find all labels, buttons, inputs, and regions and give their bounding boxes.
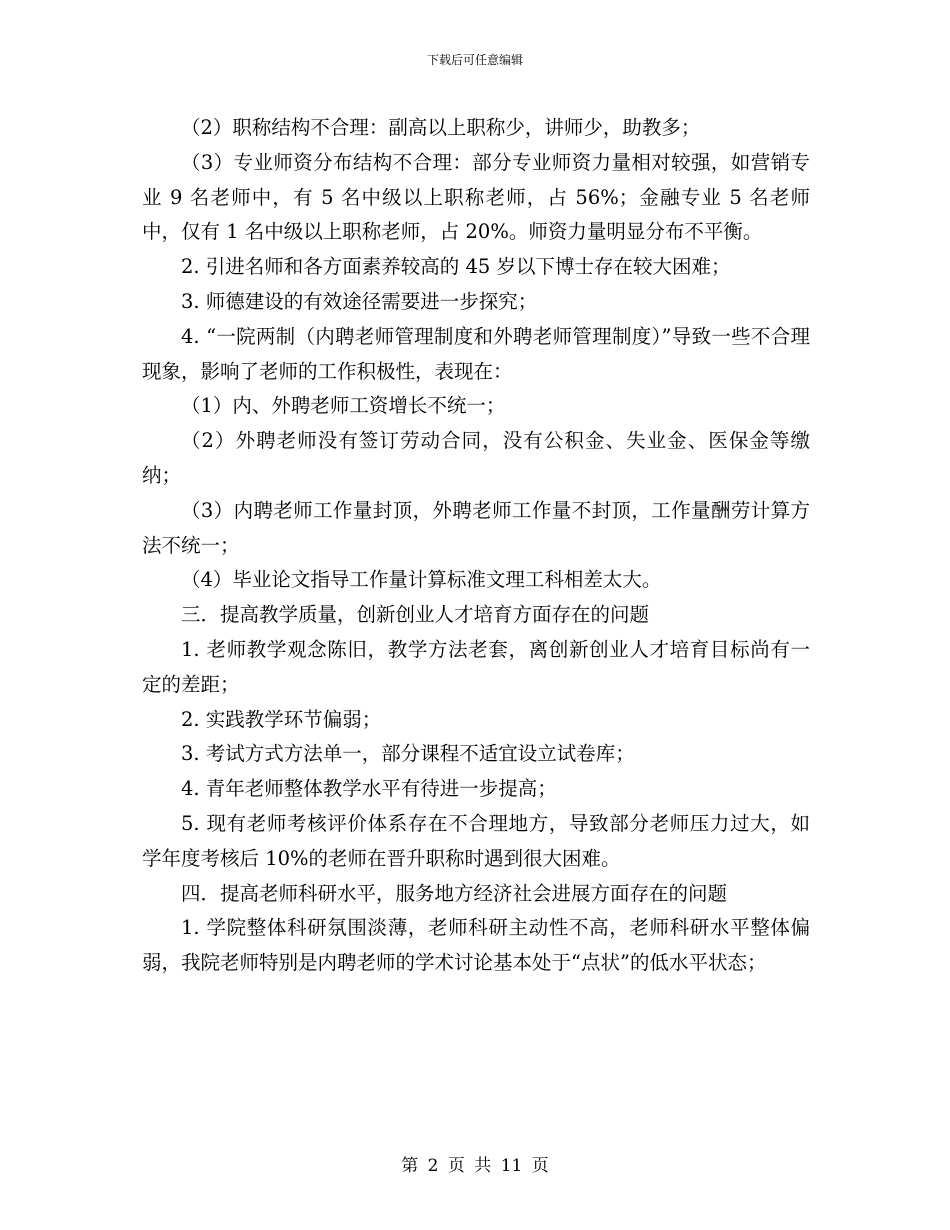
paragraph: （4）毕业论文指导工作量计算标准文理工科相差太大。	[181, 568, 662, 592]
paragraph: 3. 师德建设的有效途径需要进一步探究；	[181, 289, 538, 313]
paragraph: （1）内、外聘老师工资增长不统一；	[181, 394, 506, 418]
paragraph: 2. 引进名师和各方面素养较高的 45 岁以下博士存在较大困难；	[181, 255, 731, 279]
paragraph: 4. 青年老师整体教学水平有待进一步提高；	[181, 777, 557, 801]
page-header-note: 下载后可任意编辑	[426, 53, 523, 67]
section-heading: 四．提高老师科研水平，服务地方经济社会进展方面存在的问题	[181, 881, 728, 905]
paragraph: （2）外聘老师没有签订劳动合同，没有公积金、失业金、医保金等缴纳；	[142, 429, 810, 487]
paragraph: 3. 考试方式方法单一，部分课程不适宜设立试卷库；	[181, 742, 635, 766]
paragraph: 2. 实践教学环节偏弱；	[181, 707, 382, 731]
paragraph: 5. 现有老师考核评价体系存在不合理地方，导致部分老师压力过大，如学年度考核后 10%的老师在晋升职称时遇到很大困难。	[142, 811, 810, 870]
paragraph: 1. 学院整体科研氛围淡薄，老师科研主动性不高，老师科研水平整体偏弱，我院老师特别是内聘老师的学术讨论基本处于“点状”的低水平状态；	[142, 916, 810, 975]
paragraph: （2）职称结构不合理：副高以上职称少，讲师少，助教多；	[181, 116, 701, 139]
section-heading: 三．提高教学质量，创新创业人才培育方面存在的问题	[181, 603, 650, 627]
paragraph: 4. “一院两制（内聘老师管理制度和外聘老师管理制度）”导致一些不合理现象，影响了老师的工作积极性，表现在：	[142, 324, 810, 383]
paragraph: （3）内聘老师工作量封顶，外聘老师工作量不封顶，工作量酬劳计算方法不统一；	[142, 498, 810, 557]
document-body	[142, 111, 810, 981]
paragraph: 1. 老师教学观念陈旧，教学方法老套，离创新创业人才培育目标尚有一定的差距；	[142, 637, 810, 696]
paragraph: （3）专业师资分布结构不合理：部分专业师资力量相对较强，如营销专业 9 名老师中，有 5 名中级以上职称老师，占 56%；金融专业 5 名老师中，仅有 1 名中级以上职称老师，占 20%。师资力量明显分布不平衡。	[142, 150, 810, 244]
page-number: 第 2 页 共 11 页	[401, 1156, 549, 1176]
